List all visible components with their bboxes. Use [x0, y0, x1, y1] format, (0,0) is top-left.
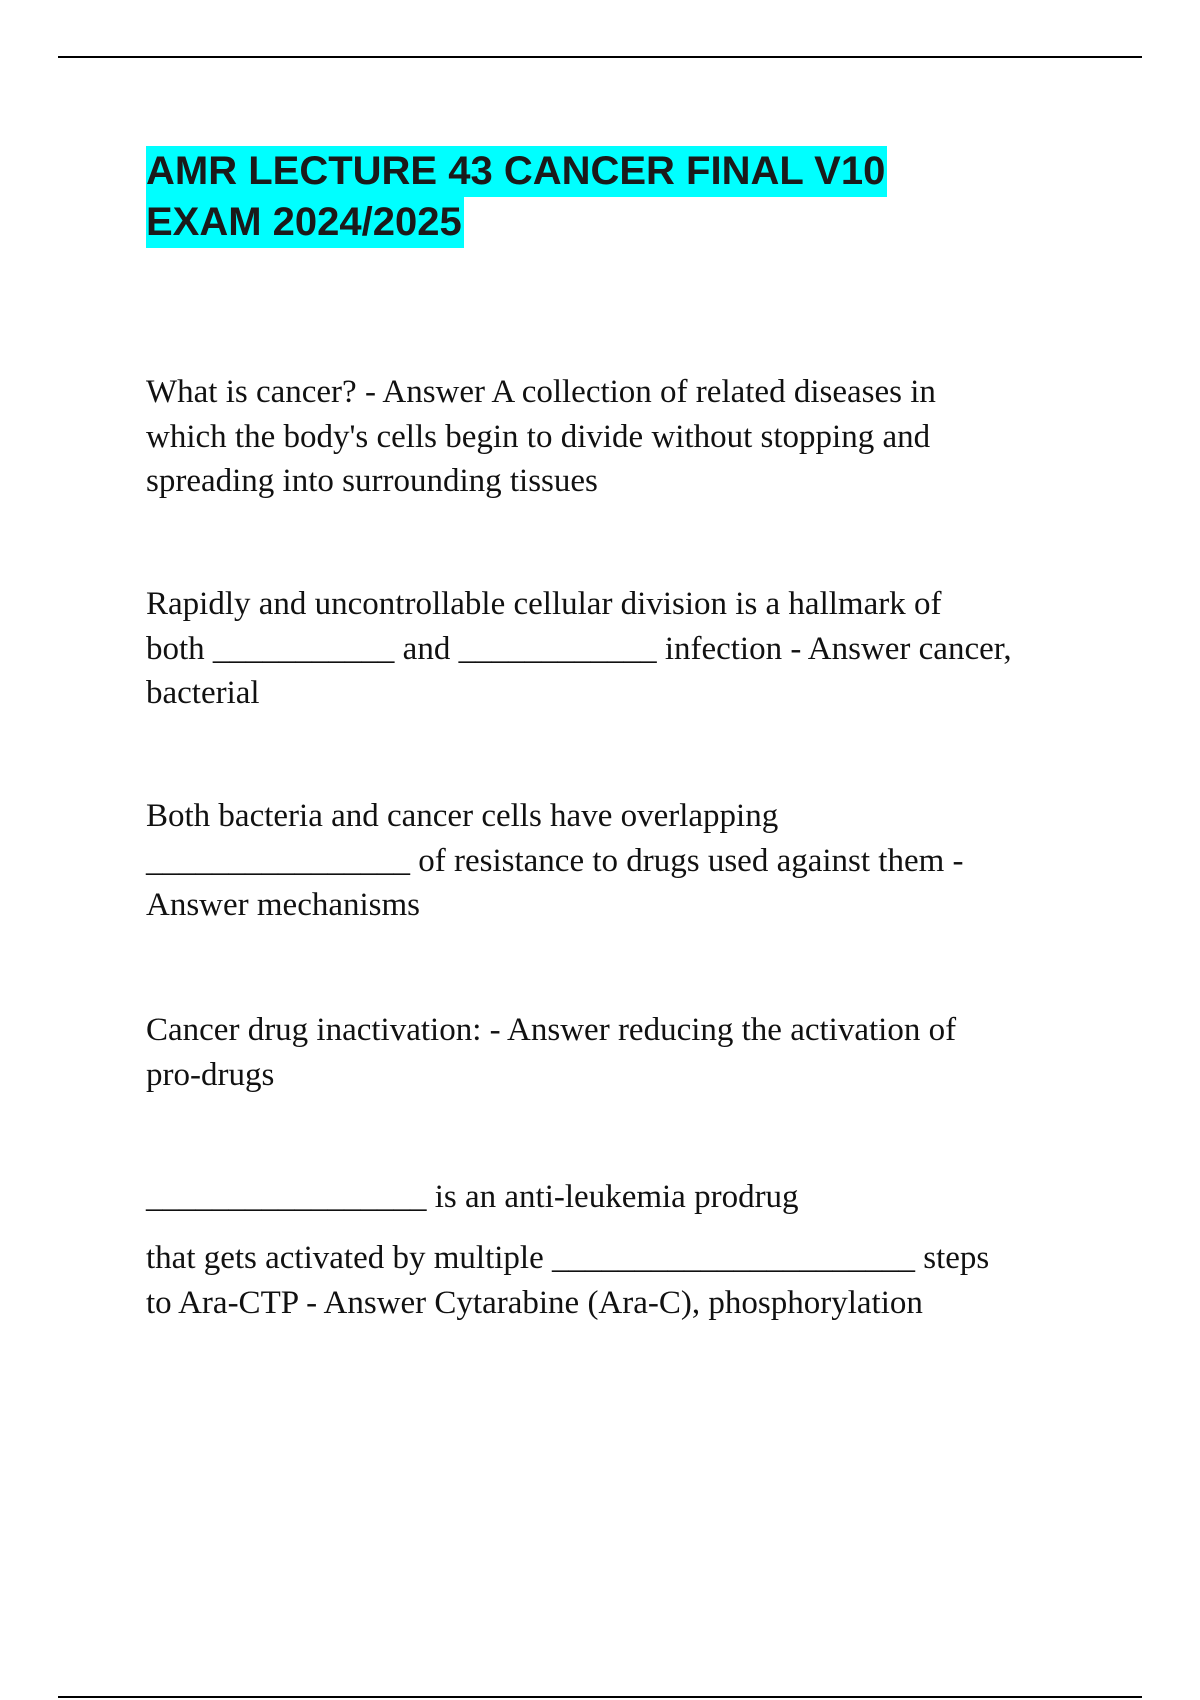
qa-line: to Ara-CTP - Answer Cytarabine (Ara-C), phosphorylation	[146, 1284, 923, 1321]
qa-line: Rapidly and uncontrollable cellular division is a hallmark of	[146, 586, 942, 622]
footer-rule	[58, 1696, 1142, 1698]
qa-line: What is cancer? - Answer A collection of related diseases in	[146, 374, 936, 410]
header-rule	[58, 56, 1142, 58]
qa-line: which the body's cells begin to divide without stopping and	[146, 418, 931, 455]
qa-entry	[146, 1236, 1086, 1325]
qa-line: Both bacteria and cancer cells have overlapping	[146, 798, 779, 834]
qa-line: bacterial	[146, 675, 260, 711]
qa-line: that gets activated by multiple ______________________ steps	[146, 1240, 990, 1276]
qa-line: Answer mechanisms	[146, 887, 421, 923]
qa-entry	[146, 370, 1086, 504]
qa-line: ________________ of resistance to drugs used against them -	[146, 842, 964, 879]
title-line: AMR LECTURE 43 CANCER FINAL V10	[146, 146, 887, 197]
qa-line: pro-drugs	[146, 1056, 275, 1093]
qa-line: _________________ is an anti-leukemia prodrug	[146, 1179, 799, 1215]
document-title	[146, 146, 1046, 248]
qa-line: spreading into surrounding tissues	[146, 463, 598, 499]
qa-line: Cancer drug inactivation: - Answer reducing the activation of	[146, 1012, 957, 1048]
qa-entry	[146, 1175, 1086, 1220]
qa-entry	[146, 582, 1086, 716]
qa-entry	[146, 1008, 1086, 1097]
qa-line: both ___________ and ____________ infection - Answer cancer,	[146, 630, 1012, 667]
qa-entry	[146, 794, 1086, 928]
title-line: EXAM 2024/2025	[146, 197, 464, 248]
